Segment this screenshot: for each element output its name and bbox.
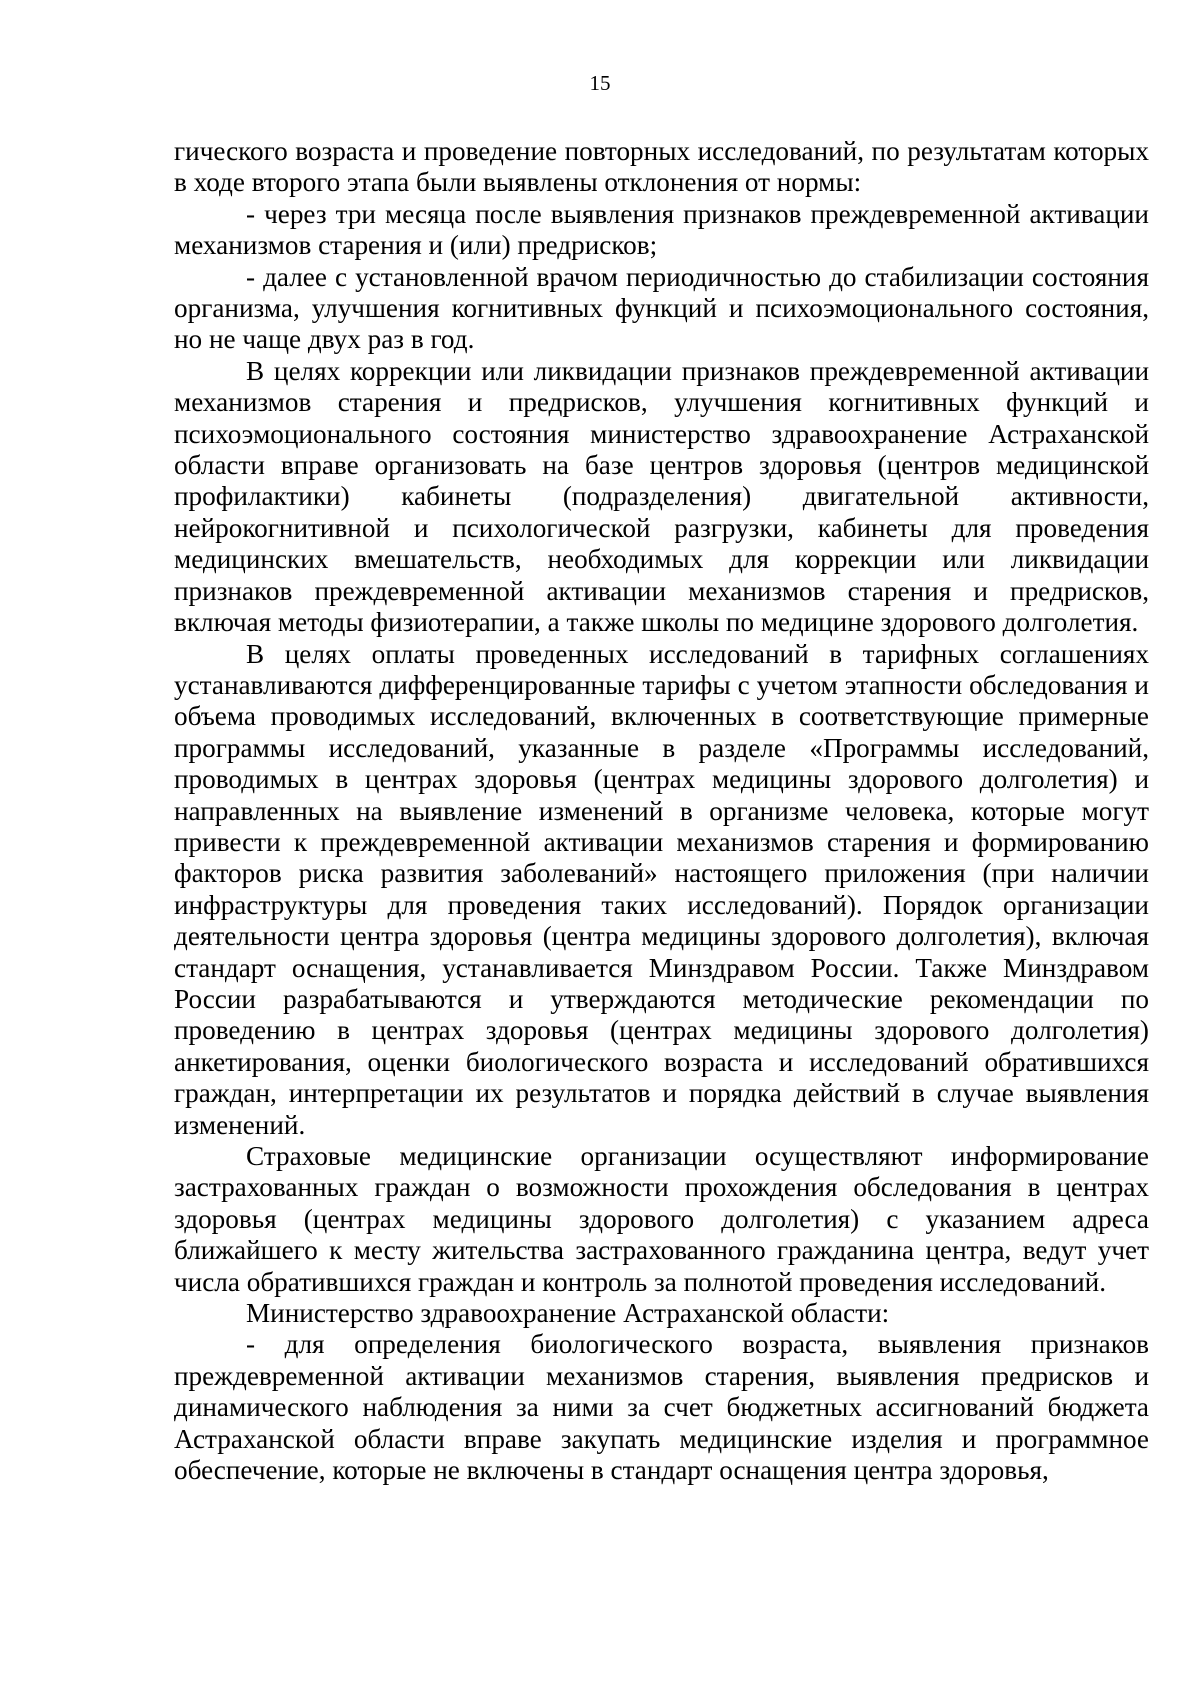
page-number: 15 <box>589 71 611 95</box>
list-item-procurement: - для определения биологического возраста, выявления признаков преждевременной активации механизмов старения, выявления предрисков и динамического наблюдения за ними за счет бюджетных ассигнований бюджета Астраханской области вправе закупать медицинские изделия и программное обеспечение, которые не включены в стандарт оснащения центра здоровья, <box>174 1329 1149 1486</box>
paragraph-correction-cabinets: В целях коррекции или ликвидации признаков преждевременной активации механизмов старения и предрисков, улучшения когнитивных функций и психоэмоционального состояния министерство здравоохранение Астраханской области вправе организовать на базе центров здоровья (центров медицинской профилактики) кабинеты (подразделения) двигательной активности, нейрокогнитивной и психологической разгрузки, кабинеты для проведения медицинских вмешательств, необходимых для коррекции или ликвидации признаков преждевременной активации механизмов старения и предрисков, включая методы физиотерапии, а также школы по медицине здорового долголетия. <box>174 355 1149 638</box>
list-item-three-months: - через три месяца после выявления признаков преждевременной активации механизмов старения и (или) предрисков; <box>174 198 1149 261</box>
document-body <box>174 136 1149 1486</box>
paragraph-tariffs: В целях оплаты проведенных исследований в тарифных соглашениях устанавливаются дифференцированные тарифы с учетом этапности обследования и объема проводимых исследований, включенных в соответствующие примерные программы исследований, указанные в разделе «Программы исследований, проводимых в центрах здоровья (центрах медицины здорового долголетия) и направленных на выявление изменений в организме человека, которые могут привести к преждевременной активации механизмов старения и формированию факторов риска развития заболеваний» настоящего приложения (при наличии инфраструктуры для проведения таких исследований). Порядок организации деятельности центра здоровья (центра медицины здорового долголетия), включая стандарт оснащения, устанавливается Минздравом России. Также Минздравом России разрабатываются и утверждаются методические рекомендации по проведению в центрах здоровья (центрах медицины здорового долголетия) анкетирования, оценки биологического возраста и исследований обратившихся граждан, интерпретации их результатов и порядка действий в случае выявления изменений. <box>174 638 1149 1140</box>
paragraph-ministry-heading: Министерство здравоохранение Астраханской области: <box>246 1298 890 1329</box>
paragraph-continuation: гического возраста и проведение повторных исследований, по результатам которых в ходе второго этапа были выявлены отклонения от нормы: <box>174 136 1149 198</box>
paragraph-insurance-organizations: Страховые медицинские организации осуществляют информирование застрахованных граждан о возможности прохождения обследования в центрах здоровья (центрах медицины здорового долголетия) с указанием адреса ближайшего к месту жительства застрахованного гражданина центра, ведут учет числа обратившихся граждан и контроль за полнотой проведения исследований. <box>174 1141 1149 1297</box>
list-item-periodicity: - далее с установленной врачом периодичностью до стабилизации состояния организма, улучшения когнитивных функций и психоэмоционального состояния, но не чаще двух раз в год. <box>174 261 1149 355</box>
